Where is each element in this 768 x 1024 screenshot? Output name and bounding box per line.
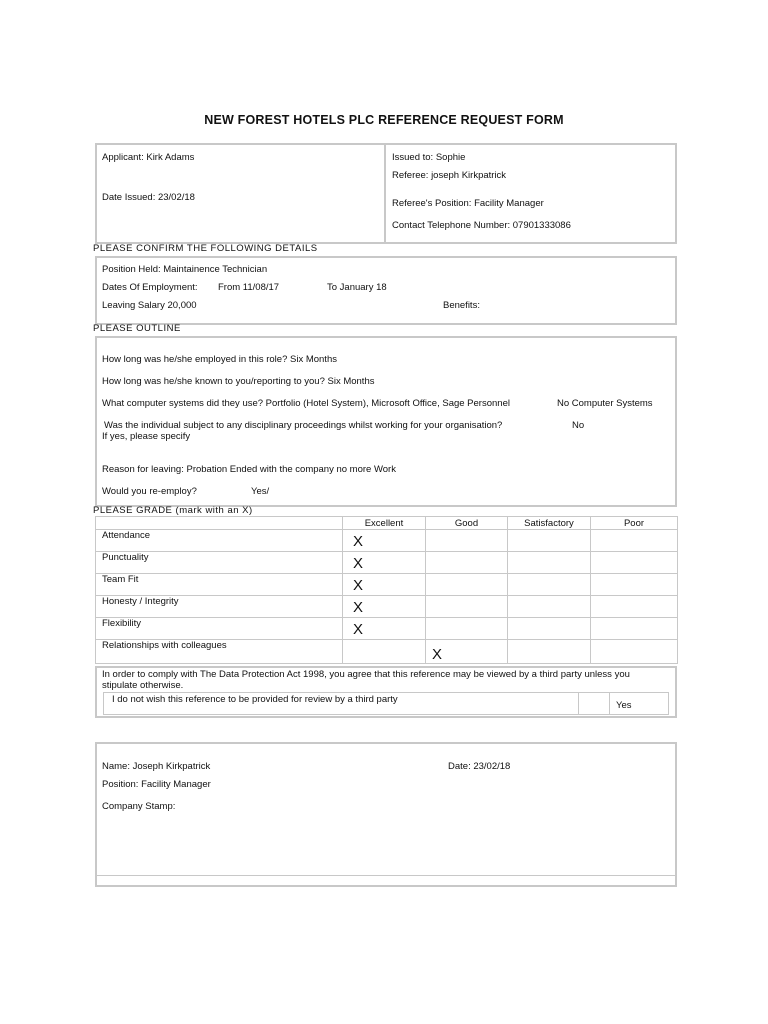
disciplinary-answer: No (572, 420, 585, 431)
opt-out-answer[interactable]: Yes (616, 700, 632, 711)
grade-cell[interactable] (591, 552, 678, 574)
grade-row-label: Honesty / Integrity (96, 596, 343, 618)
dates-of-employment-label: Dates Of Employment: (102, 282, 198, 293)
reason-for-leaving-field: Reason for leaving: Probation Ended with the company no more Work (102, 464, 396, 475)
grade-mark: X (432, 646, 443, 663)
referee-position-field: Referee's Position: Facility Manager (392, 198, 544, 209)
employment-from-field: From 11/08/17 (218, 282, 280, 293)
known-duration-question: How long was he/she known to you/reporting to you? Six Months (102, 376, 375, 387)
grade-row-label: Attendance (96, 530, 343, 552)
opt-out-divider (609, 692, 610, 715)
grade-row (96, 596, 678, 618)
grade-mark: X (353, 533, 364, 550)
grade-header-row (96, 517, 678, 530)
grade-cell[interactable] (591, 596, 678, 618)
signoff-position-field: Position: Facility Manager (102, 779, 211, 790)
grade-cell[interactable] (343, 596, 426, 618)
grade-row (96, 552, 678, 574)
grade-cell[interactable] (426, 552, 508, 574)
grade-cell[interactable] (343, 618, 426, 640)
reemploy-question: Would you re-employ? (102, 486, 197, 497)
grade-table (95, 516, 678, 664)
grade-mark: X (353, 577, 364, 594)
grade-cell[interactable] (426, 574, 508, 596)
grade-cell[interactable] (591, 618, 678, 640)
employment-to-field: To January 18 (327, 282, 387, 293)
grade-row (96, 530, 678, 552)
grade-cell[interactable] (591, 574, 678, 596)
reemploy-answer: Yes/ (251, 486, 270, 497)
grade-column-header: Excellent (343, 517, 426, 530)
date-issued-field: Date Issued: 23/02/18 (102, 192, 195, 203)
grade-column-header: Satisfactory (508, 517, 591, 530)
disciplinary-question: Was the individual subject to any disciplinary proceedings whilst working for your organisation? (104, 420, 503, 431)
data-protection-text: In order to comply with The Data Protection Act 1998, you agree that this reference may be viewed by a third party unless you stipulate otherwise. (102, 669, 630, 691)
grade-cell[interactable] (508, 640, 591, 664)
grade-column-header: Poor (591, 517, 678, 530)
grade-cell[interactable] (508, 618, 591, 640)
grade-cell[interactable] (343, 530, 426, 552)
position-held-field: Position Held: Maintainence Technician (102, 264, 268, 275)
grade-cell[interactable] (508, 530, 591, 552)
grade-row (96, 640, 678, 664)
disciplinary-followup: If yes, please specify (102, 431, 191, 442)
signoff-date-field: Date: 23/02/18 (448, 761, 511, 772)
grade-mark: X (353, 599, 364, 616)
grade-heading: PLEASE GRADE (mark with an X) (93, 505, 253, 516)
grade-cell[interactable] (343, 552, 426, 574)
contact-phone-field: Contact Telephone Number: 07901333086 (392, 220, 571, 231)
benefits-field: Benefits: (443, 300, 480, 311)
grade-cell[interactable] (426, 596, 508, 618)
computer-systems-question: What computer systems did they use? Portfolio (Hotel System), Microsoft Office, Sage Personnel (102, 398, 510, 409)
company-stamp-label: Company Stamp: (102, 801, 176, 812)
signoff-bottom-rule (97, 875, 675, 876)
applicant-field: Applicant: Kirk Adams (102, 152, 195, 163)
grade-cell[interactable] (343, 640, 426, 664)
outline-heading: PLEASE OUTLINE (93, 323, 181, 334)
computer-systems-answer: No Computer Systems (557, 398, 653, 409)
grade-cell[interactable] (426, 530, 508, 552)
grade-row-label: Relationships with colleagues (96, 640, 343, 664)
grade-cell[interactable] (508, 596, 591, 618)
confirm-details-heading: PLEASE CONFIRM THE FOLLOWING DETAILS (93, 243, 318, 254)
referee-name-field: Name: Joseph Kirkpatrick (102, 761, 211, 772)
grade-header-blank (96, 517, 343, 530)
grade-row (96, 574, 678, 596)
grade-row-label: Team Fit (96, 574, 343, 596)
issued-to-field: Issued to: Sophie (392, 152, 466, 163)
grade-row (96, 618, 678, 640)
grade-mark: X (353, 555, 364, 572)
grade-mark: X (353, 621, 364, 638)
grade-cell[interactable] (591, 530, 678, 552)
opt-out-text: I do not wish this reference to be provided for review by a third party (112, 694, 398, 705)
grade-cell[interactable] (426, 640, 508, 664)
grade-cell[interactable] (508, 552, 591, 574)
form-title: NEW FOREST HOTELS PLC REFERENCE REQUEST FORM (204, 113, 564, 127)
grade-cell[interactable] (426, 618, 508, 640)
grade-row-label: Punctuality (96, 552, 343, 574)
grade-cell[interactable] (508, 574, 591, 596)
grade-cell[interactable] (591, 640, 678, 664)
grade-row-label: Flexibility (96, 618, 343, 640)
referee-field: Referee: joseph Kirkpatrick (392, 170, 507, 181)
grade-cell[interactable] (343, 574, 426, 596)
opt-out-divider (578, 692, 579, 715)
grade-column-header: Good (426, 517, 508, 530)
employed-duration-question: How long was he/she employed in this role? Six Months (102, 354, 337, 365)
leaving-salary-field: Leaving Salary 20,000 (102, 300, 197, 311)
header-divider (384, 145, 386, 242)
